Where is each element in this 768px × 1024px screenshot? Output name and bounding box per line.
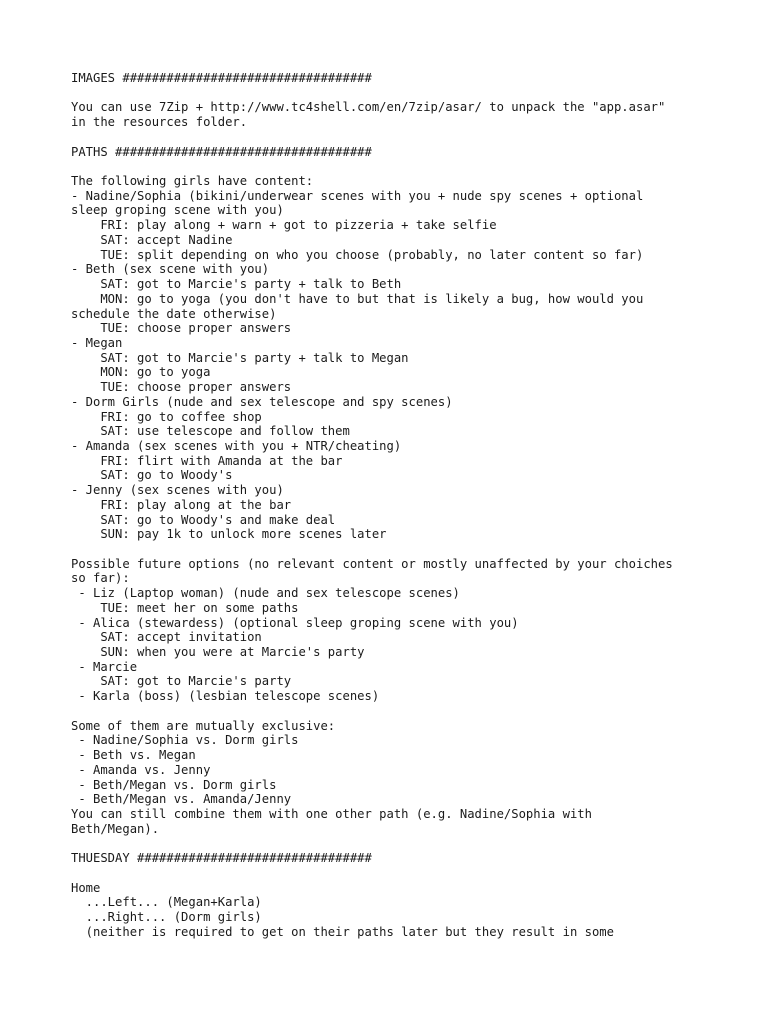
text-line: - Karla (boss) (lesbian telescope scenes) bbox=[71, 689, 380, 704]
text-line: SAT: got to Marcie's party + talk to Megan bbox=[71, 350, 409, 365]
text-line: Beth/Megan). bbox=[71, 821, 160, 836]
text-line: - Amanda vs. Jenny bbox=[71, 762, 211, 777]
text-line: SAT: accept Nadine bbox=[71, 232, 233, 247]
text-line: - Marcie bbox=[71, 659, 138, 674]
text-line bbox=[71, 836, 711, 851]
text-line: SAT: go to Woody's and make deal bbox=[71, 512, 336, 527]
text-line: TUE: choose proper answers bbox=[71, 380, 292, 395]
text-line: FRI: play along + warn + got to pizzeria + take selfie bbox=[71, 218, 497, 233]
text-line bbox=[71, 542, 711, 557]
text-line: FRI: flirt with Amanda at the bar bbox=[71, 453, 343, 468]
text-line: PATHS ################################### bbox=[71, 144, 372, 159]
text-line: - Jenny (sex scenes with you) bbox=[71, 483, 284, 498]
text-line: SAT: go to Woody's bbox=[71, 468, 233, 483]
text-line: TUE: split depending on who you choose (probably, no later content so far) bbox=[71, 247, 644, 262]
text-line: IMAGES ################################## bbox=[71, 71, 372, 85]
text-line: - Nadine/Sophia (bikini/underwear scenes with you + nude spy scenes + optional bbox=[71, 188, 644, 203]
document-page bbox=[71, 71, 711, 939]
text-line bbox=[71, 86, 711, 101]
text-line: TUE: meet her on some paths bbox=[71, 600, 299, 615]
text-line: - Beth (sex scene with you) bbox=[71, 262, 270, 277]
text-line: schedule the date otherwise) bbox=[71, 306, 277, 321]
text-line: (neither is required to get on their paths later but they result in some bbox=[71, 924, 614, 939]
text-line: You can still combine them with one other path (e.g. Nadine/Sophia with bbox=[71, 806, 592, 821]
text-line: THUESDAY ################################ bbox=[71, 851, 372, 866]
text-line: - Dorm Girls (nude and sex telescope and spy scenes) bbox=[71, 394, 453, 409]
text-line: You can use 7Zip + http://www.tc4shell.com/en/7zip/asar/ to unpack the "app.asar" bbox=[71, 100, 666, 115]
text-line bbox=[71, 159, 711, 174]
text-line: in the resources folder. bbox=[71, 115, 248, 130]
text-line bbox=[71, 130, 711, 145]
text-line: - Alica (stewardess) (optional sleep groping scene with you) bbox=[71, 615, 519, 630]
text-line: MON: go to yoga (you don't have to but that is likely a bug, how would you bbox=[71, 291, 644, 306]
text-line: SUN: pay 1k to unlock more scenes later bbox=[71, 527, 387, 542]
text-line: ...Right... (Dorm girls) bbox=[71, 909, 262, 924]
text-line: - Amanda (sex scenes with you + NTR/cheating) bbox=[71, 438, 402, 453]
text-line: so far): bbox=[71, 571, 130, 586]
text-line: FRI: go to coffee shop bbox=[71, 409, 262, 424]
text-line bbox=[71, 866, 711, 881]
text-line: ...Left... (Megan+Karla) bbox=[71, 895, 262, 910]
text-line: SAT: got to Marcie's party bbox=[71, 674, 292, 689]
text-line: FRI: play along at the bar bbox=[71, 497, 292, 512]
text-line: The following girls have content: bbox=[71, 174, 314, 189]
text-line: SAT: use telescope and follow them bbox=[71, 424, 350, 439]
text-line: - Liz (Laptop woman) (nude and sex telescope scenes) bbox=[71, 586, 460, 601]
text-line: - Megan bbox=[71, 335, 123, 350]
text-line: TUE: choose proper answers bbox=[71, 321, 292, 336]
text-line: Possible future options (no relevant content or mostly unaffected by your choiches bbox=[71, 556, 673, 571]
text-line bbox=[71, 704, 711, 719]
text-line: - Beth vs. Megan bbox=[71, 748, 196, 763]
text-line: SAT: accept invitation bbox=[71, 630, 262, 645]
text-line: MON: go to yoga bbox=[71, 365, 211, 380]
text-line: sleep groping scene with you) bbox=[71, 203, 284, 218]
text-line: Home bbox=[71, 880, 101, 895]
text-line: Some of them are mutually exclusive: bbox=[71, 718, 336, 733]
text-line: - Nadine/Sophia vs. Dorm girls bbox=[71, 733, 299, 748]
text-line: SAT: got to Marcie's party + talk to Beth bbox=[71, 277, 402, 292]
text-line: - Beth/Megan vs. Amanda/Jenny bbox=[71, 792, 292, 807]
text-line: - Beth/Megan vs. Dorm girls bbox=[71, 777, 277, 792]
text-line: SUN: when you were at Marcie's party bbox=[71, 645, 365, 660]
